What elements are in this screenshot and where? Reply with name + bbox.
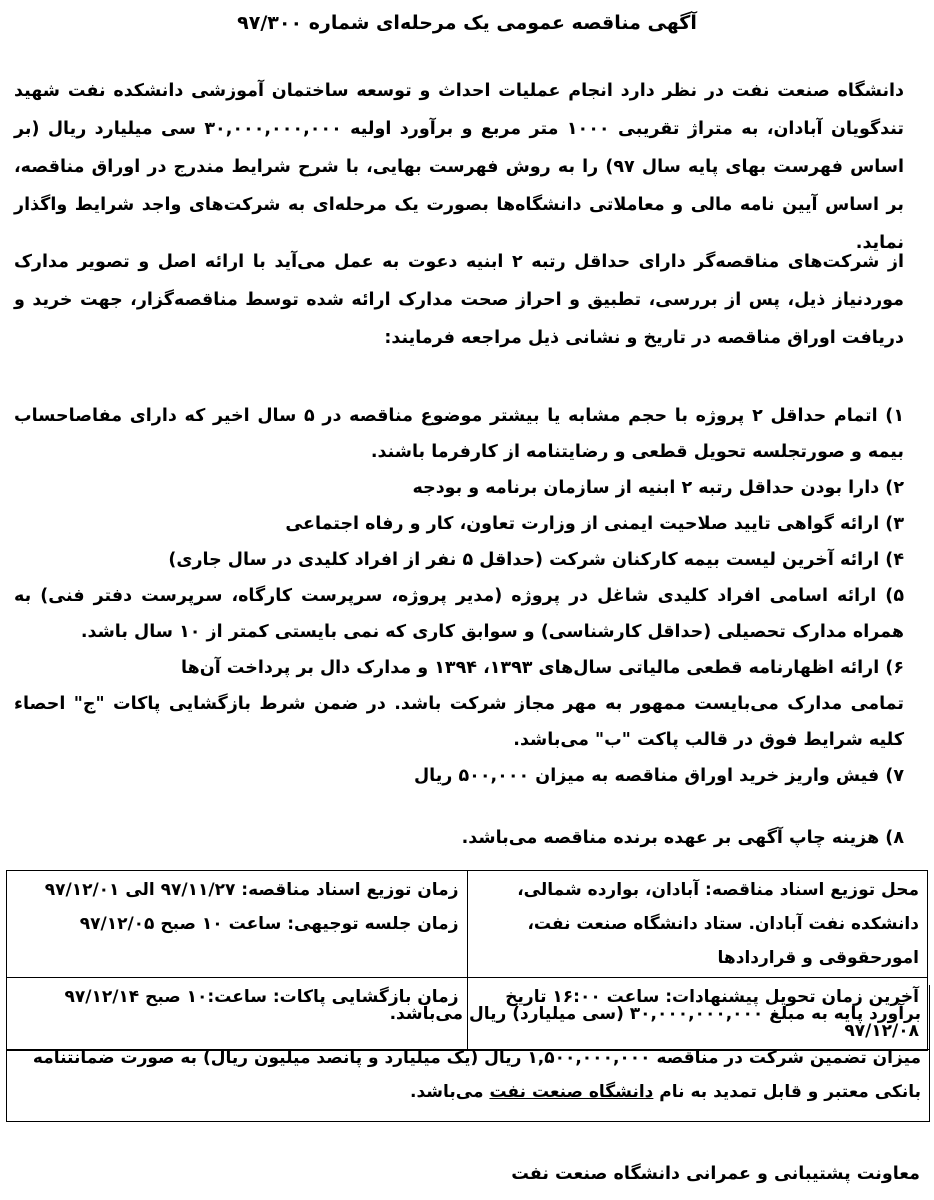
guarantee-text-end: می‌باشد.: [410, 1082, 490, 1102]
estimate-text: برآورد پایه به مبلغ ۳۰,۰۰۰,۰۰۰,۰۰۰ (سی میلیارد) ریال می‌باشد.: [389, 1004, 921, 1024]
distribution-place-cell: محل توزیع اسناد مناقصه: آبادان، بوارده شمالی، دانشکده نفت آبادان. ستاد دانشگاه صنعت نفت، امورحقوقی و قراردادها: [467, 871, 928, 978]
list-item: ۱) اتمام حداقل ۲ پروژه با حجم مشابه یا بیشتر موضوع مناقصه در ۵ سال اخیر که دارای مفاصاحساب بیمه و صورتجلسه تحویل قطعی و رضایتنامه از کارفرما باشند.: [14, 406, 904, 462]
time-cell: [7, 871, 468, 978]
list-item: ۶) ارائه اظهارنامه قطعی مالیاتی سال‌های ۱۳۹۳، ۱۳۹۴ و مدارک دال بر پرداخت آن‌ها: [181, 658, 904, 678]
guarantee-text-start: میزان تضمین شرکت در مناقصه ۱,۵۰۰,۰۰۰,۰۰۰ ریال (یک میلیارد و پانصد میلیون ریال) به صورت ضمانتنامه بانکی معتبر و قابل تمدید به نام: [32, 1048, 921, 1102]
requirements-list: [14, 398, 904, 794]
university-name-underlined: دانشگاه صنعت نفت: [489, 1082, 654, 1102]
invitation-paragraph: از شرکت‌های مناقصه‌گر دارای حداقل رتبه ۲ ابنیه دعوت به عمل می‌آید با ارائه اصل و تصویر مدارک موردنیاز ذیل، پس از بررسی، تطبیق و احراز صحت مدارک ارائه شده توسط مناقصه‌گزار، جهت خرید و دریافت اوراق مناقصه در تاریخ و نشانی ذیل مراجعه فرمایند:: [14, 252, 905, 348]
list-item: تمامی مدارک می‌بایست ممهور به مهر مجاز شرکت باشد. در ضمن شرط بازگشایی پاکات "ج" احصاء کلیه شرایط فوق در قالب پاکت "ب" می‌باشد.: [14, 694, 904, 750]
submission-deadline-cell: آخرین زمان تحویل پیشنهادات: ساعت ۱۶:۰۰ تاریخ ۹۷/۱۲/۰۸: [467, 978, 928, 1051]
briefing-time: زمان جلسه توجیهی: ساعت ۱۰ صبح ۹۷/۱۲/۰۵: [79, 914, 459, 934]
list-item: ۳) ارائه گواهی تایید صلاحیت ایمنی از وزارت تعاون، کار و رفاه اجتماعی: [285, 514, 904, 534]
signature: معاونت پشتیبانی و عمرانی دانشگاه صنعت نفت: [511, 1164, 920, 1184]
guarantee-box: [6, 1037, 930, 1122]
list-item: ۵) ارائه اسامی افراد کلیدی شاغل در پروژه (مدیر پروژه، سرپرست کارگاه، سرپرست دفتر فنی) به همراه مدارک تحصیلی (حداقل کارشناسی) و سوابق کاری که نمی بایستی کمتر از ۱۰ سال باشد.: [14, 586, 904, 642]
list-item: ۲) دارا بودن حداقل رتبه ۲ ابنیه از سازمان برنامه و بودجه: [412, 478, 904, 498]
list-item: ۷) فیش واریز خرید اوراق مناقصه به میزان ۵۰۰,۰۰۰ ریال: [413, 766, 904, 786]
list-item: ۴) ارائه آخرین لیست بیمه کارکنان شرکت (حداقل ۵ نفر از افراد کلیدی در سال جاری): [168, 550, 904, 570]
table-row: [7, 871, 928, 978]
distribution-time: زمان توزیع اسناد مناقصه: ۹۷/۱۱/۲۷ الی ۹۷/۱۲/۰۱: [44, 880, 459, 900]
notice-title: آگهی مناقصه عمومی یک مرحله‌ای شماره ۹۷/۳۰۰: [237, 12, 697, 34]
list-item-8: ۸) هزینه چاپ آگهی بر عهده برنده مناقصه می‌باشد.: [461, 828, 904, 848]
intro-paragraph: دانشگاه صنعت نفت در نظر دارد انجام عملیات احداث و توسعه ساختمان آموزشی دانشکده نفت شهید تندگویان آبادان، به متراژ تقریبی ۱۰۰۰ متر مربع و برآورد اولیه ۳۰,۰۰۰,۰۰۰,۰۰۰ سی میلیارد ریال (بر اساس فهرست بهای پایه سال ۹۷) را به روش فهرست بهایی، با شرح شرایط مندرج در اوراق مناقصه، بر اساس آیین نامه مالی و معاملاتی دانشگاه‌ها بصورت یک مرحله‌ای به شرکت‌های واجد شرایط واگذار نماید.: [14, 81, 904, 253]
opening-time-cell: زمان بازگشایی پاکات: ساعت:۱۰ صبح ۹۷/۱۲/۱۴: [7, 978, 468, 1051]
